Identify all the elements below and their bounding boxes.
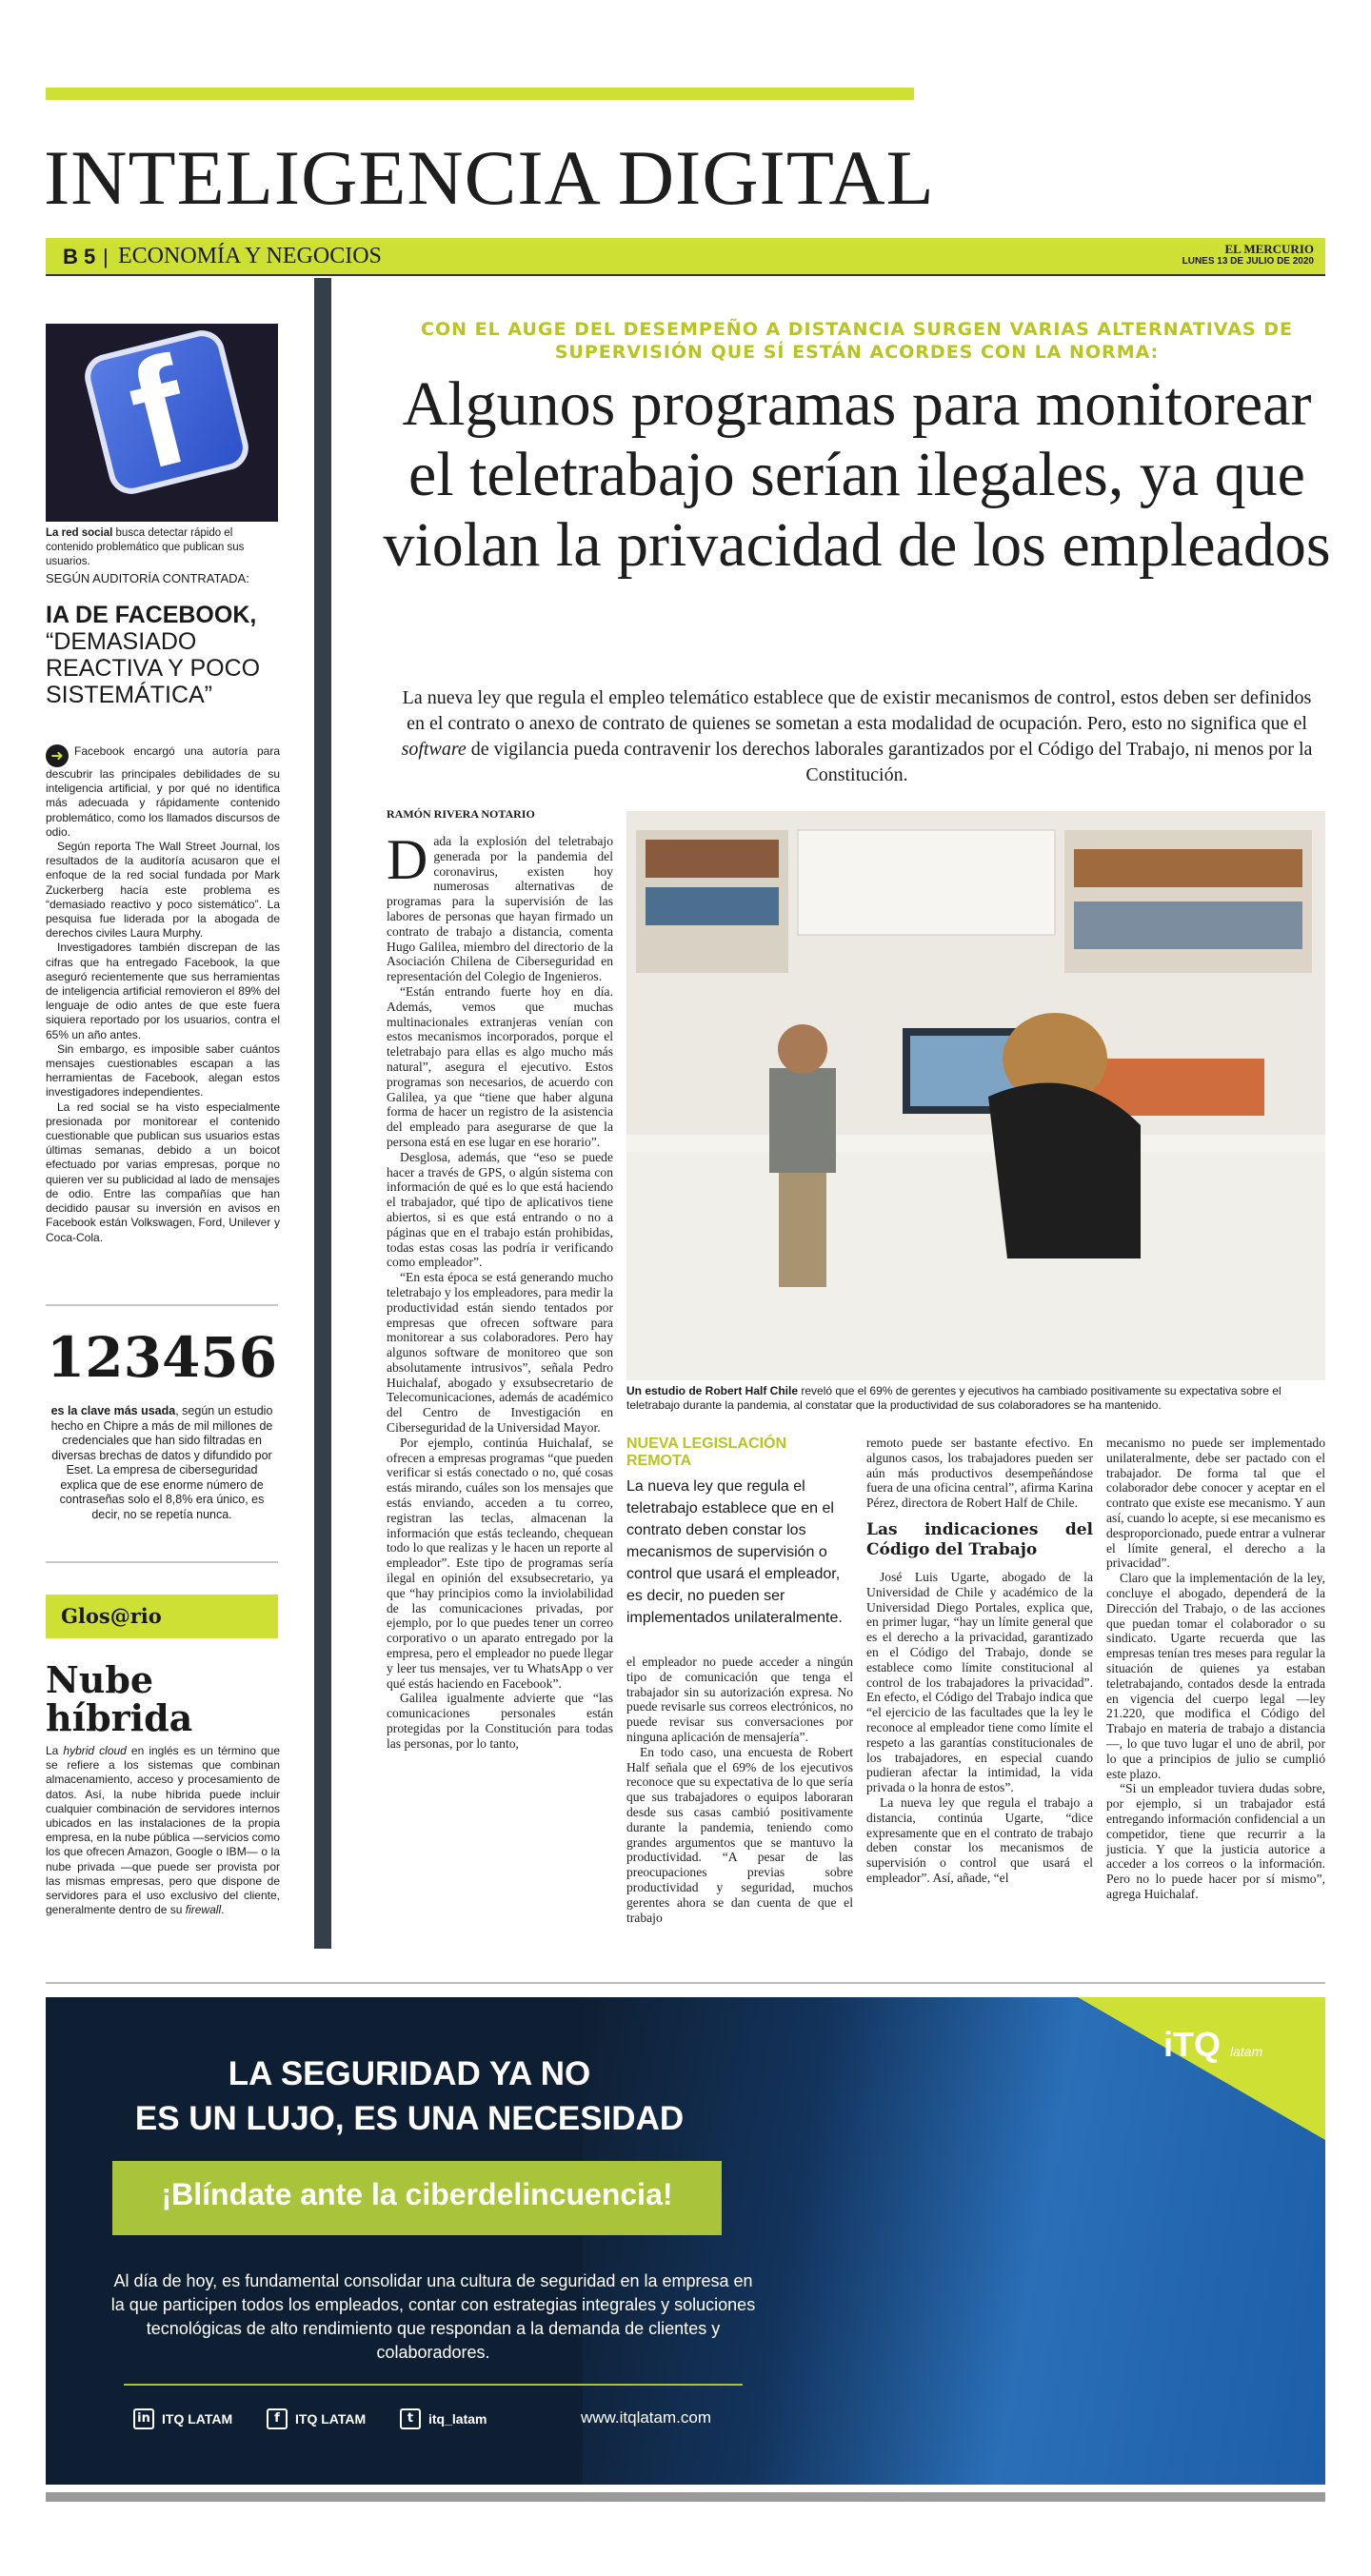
glossary-text: La hybrid cloud en inglés es un término que se refiere a los sistemas que combinan almacenamiento, acceso y procesamiento de datos. Así, la nube híbrida puede incluir cualquier combinación de servidores internos ubicados en las instalaciones de la propia empresa, en la nube pública —servicios como los que ofrecen Amazon, Google o IBM— o la nube privada —que puede ser provista por las mismas empresas, pero que dispone de servidores para el uso exclusivo del cliente, generalmente dentro de su firewall. — [46, 1744, 280, 1917]
article-kicker: CON EL AUGE DEL DESEMPEÑO A DISTANCIA SURGEN VARIAS ALTERNATIVAS DE SUPERVISIÓN QUE SÍ ESTÁN ACORDES CON LA NORMA: — [421, 319, 1293, 363]
ad-headline-line-2: ES UN LUJO, ES UNA NECESIDAD — [134, 2100, 685, 2137]
photo-caption: Un estudio de Robert Half Chile reveló que el 69% de gerentes y ejecutivos ha cambiado positivamente su expectativa sobre el teletrabajo durante la pandemia, al constatar que la productividad de sus colaboradores se ha mantenido. — [626, 1384, 1282, 1412]
article-title: Algunos programas para monitorear el teletrabajo serían ilegales, ya que violan la privacidad de los empleados — [383, 369, 1331, 580]
arrow-right-icon: ➜ — [46, 744, 69, 767]
facebook-icon: f — [267, 2408, 288, 2429]
sidebar-kicker: SEGÚN AUDITORÍA CONTRATADA: — [46, 571, 249, 585]
office-photo-illustration — [626, 811, 1325, 1380]
article-column-2: el empleador no puede acceder a ningún tipo de comunicación que tenga el trabajador sin su autorización expresa. No puede revisarle sus correos electrónicos, no puede revisar sus conversaciones por ninguna aplicación de mensajería”. En todo caso, una encuesta de Robert Half señala que el 69% de los ejecutivos reconoce que su expectativa de lo que sería que sus trabajadores o equipos laboraran desde sus casas cambió positivamente durante la pandemia, teniendo como grandes argumentos que se mantuvo la productividad. “A pesar de las preocupaciones previas sobre productividad y seguridad, muchos gerentes ahora se dan cuenta de que el trabajo — [626, 1655, 853, 1925]
byline: RAMÓN RIVERA NOTARIO — [387, 807, 535, 821]
sidebar-headline-rest: “DEMASIADO REACTIVA Y POCO SISTEMÁTICA” — [46, 628, 261, 708]
big-number: 123456 — [46, 1325, 278, 1390]
header-separator: | — [103, 245, 109, 268]
sidebar-photo-caption: La red social busca detectar rápido el contenido problemático que publican sus usuarios. — [46, 527, 245, 567]
glossary-term: Nube híbrida — [46, 1658, 193, 1739]
sidebar-headline-bold: IA DE FACEBOOK, — [46, 602, 257, 628]
ad-top-rule — [46, 1982, 1325, 1984]
green-subhead: NUEVA LEGISLACIÓN REMOTA — [626, 1436, 787, 1469]
section-subtitle: ECONOMÍA Y NEGOCIOS — [118, 244, 382, 268]
article-column-1: Dada la explosión del teletrabajo generada por la pandemia del coronavirus, existen hoy numerosas alternativas de programas para la supervisión de las labores de personas que hayan firmado un contrato de trabajo a distancia, comenta Hugo Galilea, miembro del directorio de la Asociación Chilena de Ciberseguridad en representación del Colegio de Ingenieros. “Están entrando fuerte hoy en día. Además, vemos que muchas multinacionales extranjeras venían con estos mecanismos incorporados, porque el teletrabajo para ellas es algo mucho más natural”, asegura el ejecutivo. Estos programas son necesarios, de acuerdo con Galilea, ya que “tiene que haber alguna forma de hacer un registro de la asistencia del empleado para asegurarse de que la persona está en ese lugar en ese horario”. Desglosa, además, que “eso se puede hacer a través de GPS, o algún sistema con información de qué es lo que está haciendo el trabajador, qué tipo de aplicativos tiene abiertos, si es que está entrando o no a páginas que en el trabajo están prohibidas, todas estas cosas las podría ir verificando como empleador”. “En esta época se está generando mucho teletrabajo y los empleadores, para medir la productividad están siendo tentados por empresas que ofrecen software para monitorear a sus colaboradores. Pero hay algunos software de monitoreo que son absolutamente intrusivos”, señala Pedro Huichalaf, abogado y exsubsecretario de Telecomunicaciones, además de académico del Centro de Investigación en Ciberseguridad de la Universidad Mayor. Por ejemplo, continúa Huichalaf, se ofrecen a empresas programas “que pueden verificar si estás conectado o no, qué cosas estás mirando, cuáles son los mensajes que estás enviando, acceden a tu correo, registran las teclas, almacenan la información que estás tecleando, chequean todo lo que realizas y le hacen un reporte al empleador”. Este tipo de programas sería ilegal en opinión del exsubsecretario, ya que “hay principios como la inviolabilidad de las comunicaciones privadas, por ejemplo, por lo que puedes tener un correo corporativo o un aparato entregado por la empresa, pero el empleador no puede llegar y leer tus mensajes, ver tu WhatsApp o ver qué estás haciendo en Facebook”. Galilea igualmente advierte que “las comunicaciones personales están protegidas por la Constitución para todas las personas, por lo tanto, — [387, 828, 613, 1751]
bottom-rule — [46, 2492, 1325, 2502]
ad-body: Al día de hoy, es fundamental consolidar una cultura de seguridad en la empresa en la que participen todos los empleados, contar con estrategias integrales y soluciones tecnológicas de alto rendimiento que respondan a la demanda de clientes y colaboradores. — [110, 2271, 756, 2362]
newspaper-name: EL MERCURIO — [1224, 242, 1314, 256]
itq-logo: iTQ latam — [1163, 2025, 1263, 2064]
publication-date: LUNES 13 DE JULIO DE 2020 — [1182, 256, 1314, 267]
ad-twitter-link[interactable]: t itq_latam — [400, 2408, 487, 2429]
ad-linkedin-link[interactable]: in ITQ LATAM — [133, 2408, 232, 2429]
section-title: INTELIGENCIA DIGITAL — [44, 134, 935, 221]
article-lead: La nueva ley que regula el empleo telemático establece que de existir mecanismos de control, estos deben ser definidos en el contrato o anexo de contrato de quienes se sometan a esta modalidad de ocupación. Pero, esto no significa que el software de vigilancia pueda contravenir los derechos laborales garantizados por el Código del Trabajo, ni menos por la Constitución. — [401, 687, 1313, 785]
ad-band-text: ¡Blíndate ante la ciberdelincuencia! — [161, 2177, 673, 2211]
ad-website-link[interactable]: www.itqlatam.com — [581, 2408, 711, 2427]
header-top-bar — [46, 88, 914, 100]
linkedin-icon: in — [133, 2408, 154, 2429]
article-column-3: remoto puede ser bastante efectivo. En algunos casos, los trabajadores pueden ser aún más productivos desempeñándose fuera de una oficina central”, afirma Karina Pérez, directora de Robert Half de Chile. Las indicaciones del Código del Trabajo José Luis Ugarte, abogado de la Universidad de Chile y académico de la Universidad Diego Portales, explica que, en primer lugar, “hay un límite general que es el derecho a la privacidad, garantizado en el Código del Trabajo, donde se establece como límite constitucional al control de los trabajadores la privacidad”. En efecto, el Código del Trabajo indica que “el ejercicio de las facultades que la ley le reconoce al empleador tiene como límite el respeto a las garantías constitucionales de los trabajadores, en especial cuando pudieran afectar la intimidad, la vida privada o la honra de estos”. La nueva ley que regula el trabajo a distancia, continúa Ugarte, “dice expresamente que en el contrato de trabajo deben constar los mecanismos de supervisión o control que usará el empleador”. Así, añade, “el — [866, 1436, 1093, 1885]
facebook-photo — [46, 324, 278, 522]
sidebar-headline — [46, 602, 284, 708]
pull-quote: La nueva ley que regula el teletrabajo establece que en el contrato deben constar los mecanismos de supervisión o control que usará el empleador, es decir, no pueden ser implementados unilateralmente. — [626, 1478, 843, 1626]
big-number-text: es la clave más usada, según un estudio hecho en Chipre a más de mil millones de credenciales que han sido filtradas en diversas brechas de datos y difundido por Eset. La empresa de ciberseguridad explica que de ese enorme número de contraseñas solo el 8,8% era único, es decir, no se repetía nunca. — [50, 1404, 273, 1521]
ad-facebook-link[interactable]: f ITQ LATAM — [267, 2408, 366, 2429]
article-photo — [626, 811, 1325, 1380]
ad-rule — [124, 2384, 743, 2386]
inner-heading: Las indicaciones del Código del Trabajo — [866, 1519, 1093, 1559]
twitter-icon: t — [400, 2408, 421, 2429]
article-column-4: mecanismo no puede ser implementado unilateralmente, debe ser pactado con el trabajador. De forma tal que el colaborador debe conocer y aceptar en el contrato que existe ese mecanismo. Y aun así, cuando lo acepte, si ese mecanismo es desproporcionado, puede entrar a vulnerar el límite general, el derecho a la privacidad”. Claro que la implementación de la ley, concluye el abogado, dependerá de la Dirección del Trabajo, o de las acciones que puedan tomar el colaborador o su sindicato. Ugarte recuerda que las empresas tenían tres meses para regular la situación de quienes ya estaban teletrabajando, contados desde la entrada en vigencia del cuerpo legal —ley 21.220, que modifica el Código del Trabajo en materia de trabajo a distancia —, lo que tuvo lugar el uno de abril, por lo que a principios de julio se cumplió este plazo. “Si un empleador tuviera dudas sobre, por ejemplo, si un trabajador está entregando información confidencial a un competidor, tiene que recurrir a la justicia. Y que la justicia autorice a acceder a los correos o la información. Pero no lo puede hacer por sí mismo”, agrega Huichalaf. — [1106, 1436, 1325, 1901]
header-divider — [46, 274, 1325, 276]
sidebar-divider — [46, 1304, 278, 1306]
facebook-logo-icon: f — [80, 326, 253, 499]
ad-corner-accent — [1078, 1997, 1325, 2140]
glossary-label: Glos@rio — [61, 1604, 162, 1628]
ad-headline — [95, 2051, 724, 2141]
sidebar-box-new-law — [626, 1436, 853, 1629]
ad-headline-line-1: LA SEGURIDAD YA NO — [228, 2055, 591, 2092]
drop-cap: D — [387, 828, 428, 891]
page-number: B 5 — [63, 245, 96, 268]
sidebar-divider-2 — [46, 1561, 278, 1563]
vertical-divider-bar — [314, 278, 331, 1949]
sidebar-body: ➜ Facebook encargó una autoría para descubrir las principales debilidades de su inteligencia artificial, y por qué no identifica más adecuada y rápidamente contenido problemático, como los llamados discursos de odio. Según reporta The Wall Street Journal, los resultados de la auditoría acusaron que el enfoque de la red social fundada por Mark Zuckerberg hacía este problema es “demasiado reactivo y poco sistemático”. La pesquisa fue liderada por la abogada de derechos civiles Laura Murphy. Investigadores también discrepan de las cifras que ha entregado Facebook, la que aseguró recientemente que sus herramientas de inteligencia artificial removieron el 89% del lenguaje de odio antes de que este fuera siquiera reportado por los usuarios, contra el 65% un año antes. Sin embargo, es imposible saber cuántos mensajes cuestionables escapan a las herramientas de Facebook, alegan estos investigadores independientes. La red social se ha visto especialmente presionada por monitorear el contenido cuestionable que publican sus usuarios estas últimas semanas, debido a un boicot efectuado por varias empresas, porque no quieren ver su publicidad al lado de mensajes de odio. Entre las compañías que han decidido pausar su inversión en avisos en Facebook están Volkswagen, Ford, Unilever y Coca-Cola. — [46, 744, 280, 1244]
